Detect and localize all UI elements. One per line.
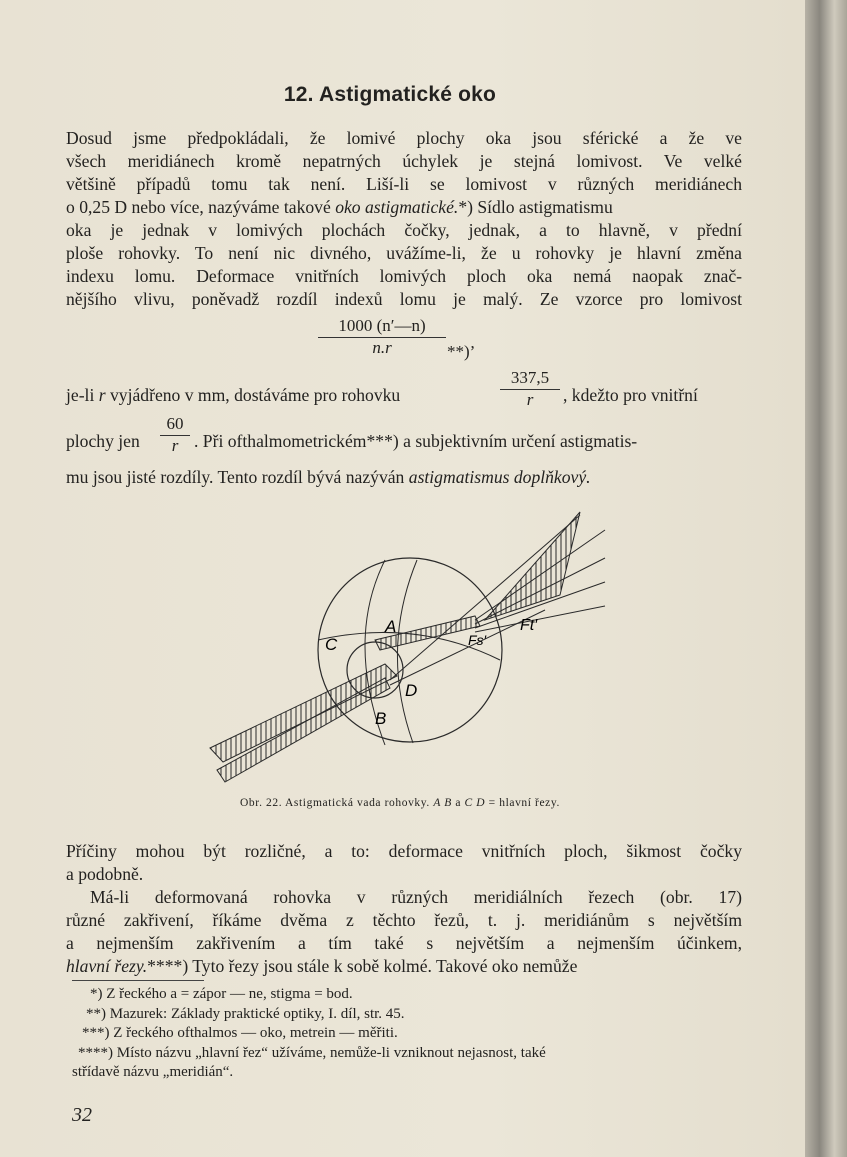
footnotes <box>72 985 752 1083</box>
formula-fraction <box>318 316 446 357</box>
text-segment: . Při ofthalmometrickém***) a subjektivním určení astigmatis- <box>194 431 638 451</box>
label-d: D <box>405 681 418 700</box>
label-a: A <box>385 617 397 636</box>
page-number: 32 <box>72 1104 92 1126</box>
eye-circle <box>318 558 502 742</box>
label-ft: Ft′ <box>520 617 538 634</box>
text-line-composite <box>66 384 400 407</box>
rohovka-fraction <box>500 368 560 409</box>
text-segment: plochy jen <box>66 431 140 451</box>
footnote: střídavě názvu „meridián“. <box>72 1064 234 1080</box>
label-b: B <box>375 709 387 728</box>
text-line-composite <box>66 196 742 219</box>
text-line: ploše rohovky. To není nic divného, uvážíme-li, že u rohovky je hlavní změna <box>66 243 742 263</box>
text-line: indexu lomu. Deformace vnitřních lomivých ploch oka nemá naopak znač- <box>66 266 742 286</box>
footnote: *) Z řeckého a = zápor — ne, stigma = bod. <box>90 986 353 1002</box>
figure-caption <box>0 797 800 809</box>
caption-text: a <box>451 797 465 809</box>
footnote: ***) Z řeckého ofthalmos — oko, metrein — měřiti. <box>82 1025 398 1041</box>
text-line-composite <box>66 955 742 978</box>
text-line: Dosud jsme předpokládali, že lomivé plochy oka jsou sférické a že ve <box>66 128 742 148</box>
text-segment: mu jsou jisté rozdíly. Tento rozdíl bývá nazýván <box>66 467 409 487</box>
fraction-denominator: r <box>526 390 534 409</box>
text-line: Má-li deformovaná rohovka v různých meridiálních řezech (obr. 17) <box>90 887 742 907</box>
text-line-composite <box>66 466 742 489</box>
fraction-denominator: r <box>171 436 179 455</box>
meridian-ab <box>397 560 417 743</box>
text-segment: *) Sídlo astigmatismu <box>458 197 613 217</box>
label-c: C <box>325 635 338 654</box>
caption-ab: A B <box>433 797 452 809</box>
label-fs: Fs′ <box>468 632 487 648</box>
text-line: všech meridiánech kromě nepatrných úchylek je stejná lomivost. Ve velké <box>66 151 742 171</box>
italic-term: hlavní řezy. <box>66 956 148 976</box>
text-segment: o 0,25 D nebo více, nazýváme takové <box>66 197 336 217</box>
footnote: **) Mazurek: Základy praktické optiky, I. díl, str. 45. <box>86 1005 405 1022</box>
formula-numerator: 1000 (n′—n) <box>338 316 426 335</box>
variable: r <box>98 385 106 405</box>
book-spine <box>805 0 847 1157</box>
text-segment: vyjádřeno v mm, dostáváme pro rohovku <box>105 385 401 405</box>
text-line: oka je jednak v lomivých plochách čočky, jednak, a to hlavně, v přední <box>66 220 742 240</box>
footnote-divider <box>72 980 204 981</box>
text-line: Příčiny mohou být rozličné, a to: deformace vnitřních ploch, šikmost čočky <box>66 841 742 861</box>
fraction-numerator: 337,5 <box>510 368 550 387</box>
incident-beam <box>210 664 397 762</box>
italic-term: oko astigmatické. <box>335 197 459 217</box>
italic-term: astigmatismus doplňkový. <box>408 467 591 487</box>
caption-text: = hlavní řezy. <box>485 797 560 809</box>
caption-text: Obr. 22. Astigmatická vada rohovky. <box>240 797 434 809</box>
text-line: a podobně. <box>66 864 144 884</box>
plochy-fraction <box>160 414 190 455</box>
text-segment: , kdežto pro vnitřní <box>563 385 698 405</box>
text-line: nějšího vlivu, poněvadž rozdíl indexů lomu je malý. Ze vzorce pro lomivost <box>66 289 742 309</box>
fraction-numerator: 60 <box>166 414 184 433</box>
section-title: 12. Astigmatické oko <box>283 83 497 106</box>
figure-astigmatism <box>185 500 615 790</box>
ray <box>475 530 605 620</box>
text-line: a nejmenším zakřivením a tím také s největším a nejmenším účinkem, <box>66 933 742 953</box>
footnote: ****) Místo názvu „hlavní řez“ užíváme, nemůže-li vzniknout nejasnost, také <box>78 1044 546 1061</box>
text-line: většině případů tomu tak není. Liší-li se lomivost v různých meridiánech <box>66 174 742 194</box>
text-segment: je-li <box>66 385 99 405</box>
formula-denominator: n.r <box>372 338 392 357</box>
footnote-mark: **)’ <box>447 342 476 361</box>
text-segment: ****) Tyto řezy jsou stále k sobě kolmé. Takové oko nemůže <box>147 956 578 976</box>
caption-cd: C D <box>464 797 486 809</box>
text-line: různé zakřivení, říkáme dvěma z těchto řezů, t. j. meridiánům s největším <box>66 910 742 930</box>
